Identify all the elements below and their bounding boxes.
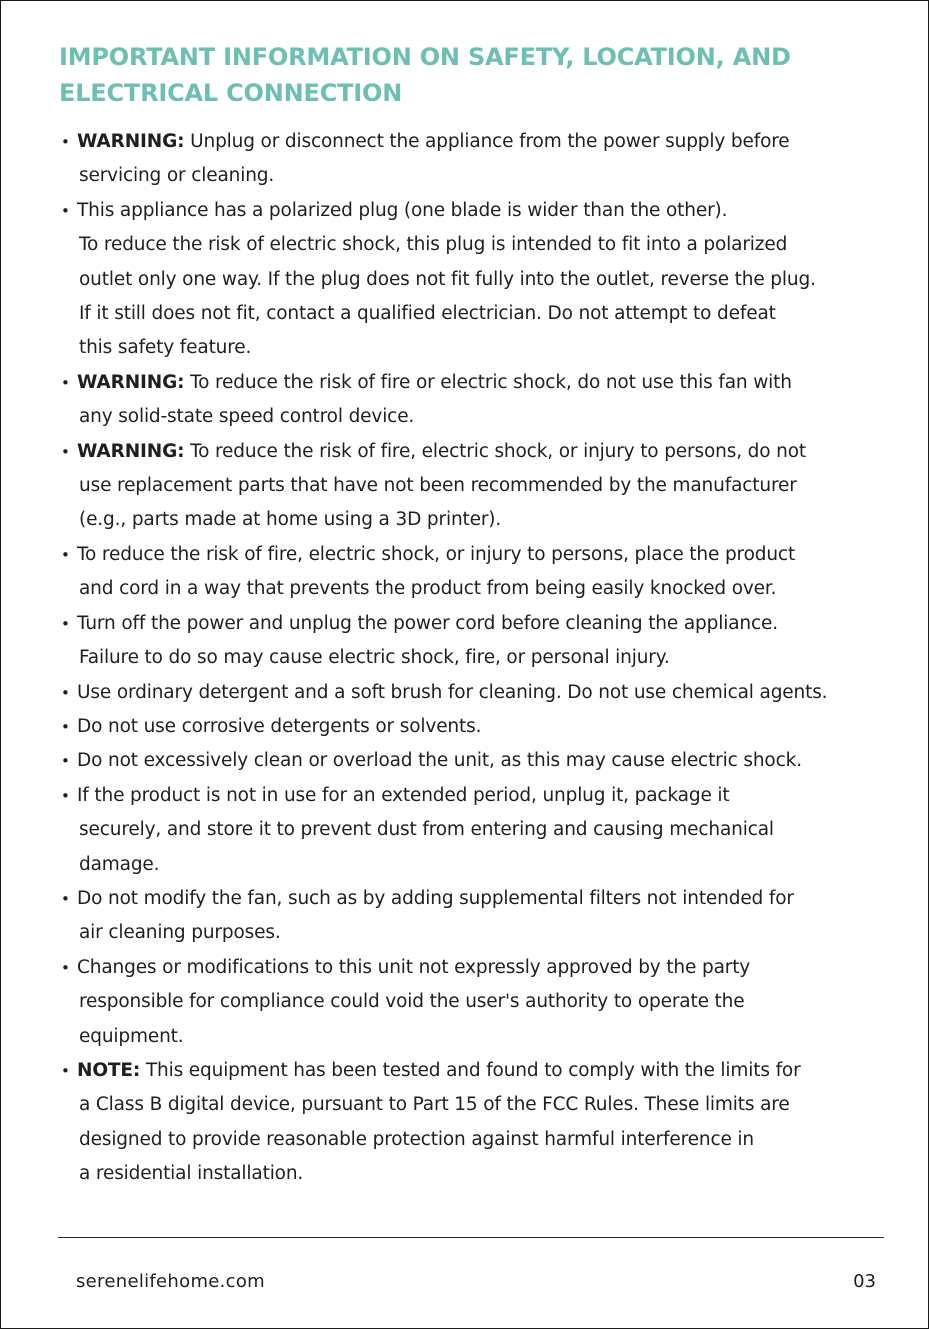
- list-item-text: equipment.: [79, 1025, 184, 1047]
- list-item-text: Do not excessively clean or overload the unit, as this may cause electric shock.: [77, 750, 802, 772]
- bullet-icon: •: [61, 133, 70, 151]
- list-item-text: Use ordinary detergent and a soft brush for cleaning. Do not use chemical agents.: [77, 681, 828, 703]
- list-item-text: securely, and store it to prevent dust from entering and causing mechanical: [79, 819, 774, 841]
- list-item-line: [77, 1088, 889, 1122]
- bullet-icon: •: [61, 1061, 70, 1080]
- list-item: [59, 951, 889, 1054]
- list-item-text: If the product is not in use for an extended period, unplug it, package it: [77, 784, 730, 806]
- list-item-text: a residential installation.: [79, 1163, 304, 1185]
- list-item-text: To reduce the risk of fire, electric shock, or injury to persons, do not: [184, 440, 807, 462]
- list-item-line: [77, 125, 889, 159]
- list-item-line: [77, 916, 889, 950]
- list-item-line: [77, 985, 889, 1019]
- bullet-icon: •: [61, 786, 70, 805]
- bullet-icon: •: [61, 373, 70, 392]
- page-title-line-2: ELECTRICAL CONNECTION: [59, 79, 403, 107]
- list-item-text: Do not modify the fan, such as by adding supplemental filters not intended for: [77, 887, 794, 909]
- list-item-text: Do not use corrosive detergents or solvents.: [77, 715, 482, 737]
- list-item-line: [77, 194, 889, 228]
- bullet-icon: •: [61, 958, 70, 977]
- page-title-line-1: IMPORTANT INFORMATION ON SAFETY, LOCATION, AND: [59, 43, 791, 71]
- list-item-text: To reduce the risk of fire, electric shock, or injury to persons, place the product: [77, 543, 796, 565]
- bullet-icon: •: [61, 717, 70, 736]
- list-item-text: any solid-state speed control device.: [79, 406, 415, 428]
- list-item: [59, 1054, 889, 1192]
- list-item-line: [77, 1054, 889, 1088]
- list-item-text: and cord in a way that prevents the product from being easily knocked over.: [79, 578, 777, 600]
- list-item: [59, 744, 889, 778]
- list-item-line: [77, 159, 889, 193]
- list-item-line: [77, 263, 889, 297]
- list-item: [59, 882, 889, 951]
- list-item-line: [77, 882, 889, 916]
- list-item-text: Failure to do so may cause electric shock, fire, or personal injury.: [79, 647, 670, 669]
- list-item-line: [77, 607, 889, 641]
- list-item-label: WARNING:: [77, 131, 185, 152]
- list-item-text: designed to provide reasonable protection against harmful interference in: [79, 1128, 754, 1150]
- list-item-line: [77, 813, 889, 847]
- footer-website: serenelifehome.com: [76, 1271, 266, 1292]
- list-item: [59, 676, 889, 710]
- list-item-line: [77, 228, 889, 262]
- list-item-line: [77, 848, 889, 882]
- list-item: [59, 125, 889, 194]
- bullet-icon: •: [61, 614, 70, 633]
- list-item-line: [77, 710, 889, 744]
- bullet-icon: •: [61, 889, 70, 908]
- list-item-line: [77, 744, 889, 778]
- list-item: [59, 194, 889, 366]
- list-item-line: [77, 572, 889, 606]
- list-item-line: [77, 676, 889, 710]
- list-item-text: Changes or modifications to this unit not expressly approved by the party: [77, 956, 751, 978]
- list-item: [59, 435, 889, 538]
- list-item-line: [77, 1020, 889, 1054]
- list-item-line: [77, 435, 889, 469]
- list-item-text: responsible for compliance could void the user's authority to operate the: [79, 991, 745, 1013]
- footer-divider: [58, 1237, 884, 1238]
- bullet-icon: •: [61, 201, 70, 220]
- list-item-line: [77, 951, 889, 985]
- bullet-icon: •: [61, 442, 70, 461]
- list-item-label: WARNING:: [77, 440, 185, 462]
- list-item: [59, 538, 889, 607]
- list-item-line: [77, 297, 889, 331]
- list-item-text: Turn off the power and unplug the power cord before cleaning the appliance.: [77, 612, 778, 634]
- bullet-icon: •: [61, 545, 70, 564]
- list-item-text: This equipment has been tested and found to comply with the limits for: [140, 1059, 801, 1081]
- list-item: [59, 366, 889, 435]
- list-item-text: If it still does not fit, contact a qualified electrician. Do not attempt to defeat: [79, 303, 776, 325]
- list-item-line: [77, 1157, 889, 1191]
- list-item-text: This appliance has a polarized plug (one blade is wider than the other).: [77, 199, 728, 221]
- list-item-text: To reduce the risk of fire or electric shock, do not use this fan with: [184, 371, 792, 393]
- list-item: [59, 607, 889, 676]
- list-item-line: [77, 400, 889, 434]
- list-item-line: [77, 331, 889, 365]
- list-item-text: (e.g., parts made at home using a 3D printer).: [79, 509, 502, 531]
- list-item-label: WARNING:: [77, 371, 185, 393]
- list-item-text: damage.: [79, 853, 160, 875]
- page-title: [59, 39, 879, 111]
- list-item-line: [77, 779, 889, 813]
- list-item-text: a Class B digital device, pursuant to Part 15 of the FCC Rules. These limits are: [79, 1094, 790, 1116]
- list-item-line: [77, 1123, 889, 1157]
- list-item-line: [77, 469, 889, 503]
- list-item-text: outlet only one way. If the plug does not fit fully into the outlet, reverse the plug.: [79, 268, 816, 290]
- list-item-text: air cleaning purposes.: [79, 922, 281, 944]
- list-item-line: [77, 503, 889, 537]
- list-item-line: [77, 366, 889, 400]
- list-item-line: [77, 641, 889, 675]
- bullet-icon: •: [61, 752, 70, 771]
- safety-list: [59, 125, 889, 1192]
- list-item-text: To reduce the risk of electric shock, this plug is intended to fit into a polarized: [79, 234, 788, 256]
- list-item-text: servicing or cleaning.: [79, 165, 275, 187]
- list-item-text: this safety feature.: [79, 337, 252, 359]
- list-item: [59, 779, 889, 882]
- page-number: 03: [853, 1271, 876, 1292]
- list-item-label: NOTE:: [77, 1059, 141, 1081]
- bullet-icon: •: [61, 683, 70, 702]
- list-item-text: use replacement parts that have not been recommended by the manufacturer: [79, 475, 797, 497]
- list-item: [59, 710, 889, 744]
- list-item-line: [77, 538, 889, 572]
- list-item-text: Unplug or disconnect the appliance from the power supply before: [184, 131, 790, 152]
